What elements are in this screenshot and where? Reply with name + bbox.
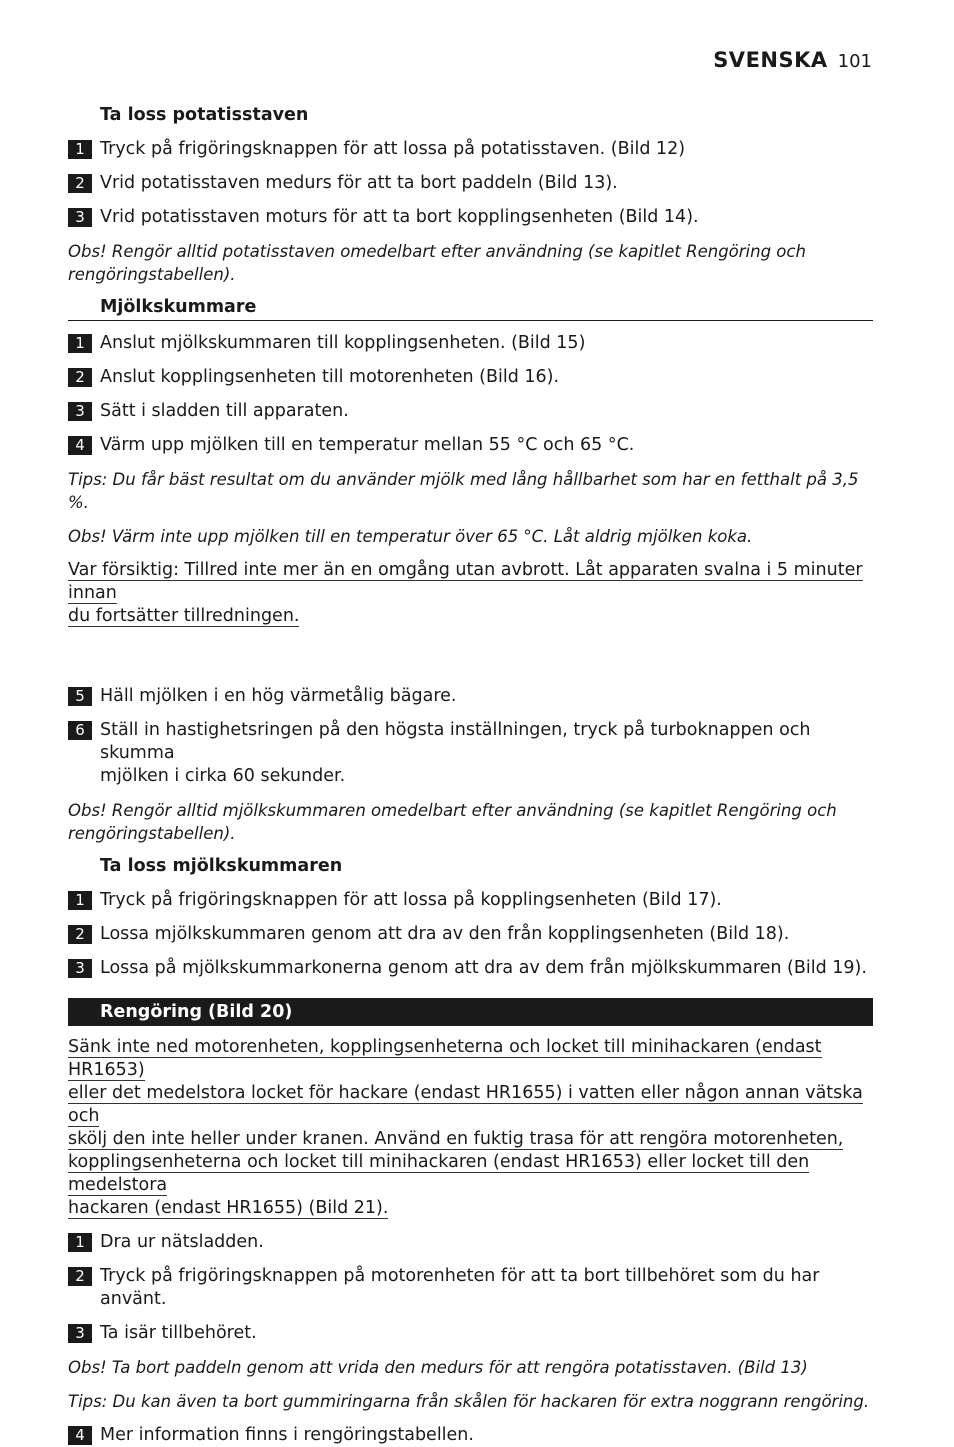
step-text: Vrid potatisstaven moturs för att ta bort kopplingsenheten (Bild 14). bbox=[100, 207, 699, 227]
step-4 bbox=[68, 434, 873, 457]
spacer bbox=[68, 628, 873, 674]
step-number: 1 bbox=[68, 334, 92, 353]
step-number: 1 bbox=[68, 891, 92, 910]
step-text: Häll mjölken i en hög värmetålig bägare. bbox=[100, 686, 457, 706]
note bbox=[68, 240, 873, 286]
step-2 bbox=[68, 366, 873, 389]
step-text: Anslut kopplingsenheten till motorenheten (Bild 16). bbox=[100, 367, 560, 387]
step-text: Sätt i sladden till apparaten. bbox=[100, 401, 349, 421]
step-text: Anslut mjölkskummaren till kopplingsenheten. (Bild 15) bbox=[100, 333, 586, 353]
page-content bbox=[68, 104, 873, 1447]
page-header bbox=[713, 48, 872, 72]
step-number: 2 bbox=[68, 368, 92, 387]
heading-ta-loss-potatisstaven: Ta loss potatisstaven bbox=[100, 105, 309, 125]
step-text: Tryck på frigöringsknappen för att lossa på potatisstaven. (Bild 12) bbox=[100, 139, 686, 159]
step-number: 2 bbox=[68, 1267, 92, 1286]
warning-line: eller det medelstora locket för hackare (endast HR1655) i vatten eller någon annan vätska och bbox=[68, 1083, 863, 1126]
step-1 bbox=[68, 332, 873, 355]
step-1 bbox=[68, 889, 873, 912]
note-line: Obs! Rengör alltid mjölkskummaren omedelbart efter användning (se kapitlet Rengöring och bbox=[68, 801, 837, 820]
note-line: rengöringstabellen). bbox=[68, 265, 236, 284]
warning-line: kopplingsenheterna och locket till minihackaren (endast HR1653) eller locket till den medelstora bbox=[68, 1152, 810, 1195]
step-2 bbox=[68, 923, 873, 946]
warning-line: Sänk inte ned motorenheten, kopplingsenheterna och locket till minihackaren (endast HR1653) bbox=[68, 1037, 822, 1080]
step-2 bbox=[68, 172, 873, 195]
step-number: 1 bbox=[68, 1233, 92, 1252]
note: Obs! Ta bort paddeln genom att vrida den medurs för att rengöra potatisstaven. (Bild 13) bbox=[68, 1358, 808, 1377]
step-1 bbox=[68, 1231, 873, 1254]
warning-line: skölj den inte heller under kranen. Använd en fuktig trasa för att rengöra motorenheten, bbox=[68, 1129, 844, 1149]
step-text-line: mjölken i cirka 60 sekunder. bbox=[100, 766, 346, 786]
step-5 bbox=[68, 685, 873, 708]
step-number: 3 bbox=[68, 959, 92, 978]
section-bar-rengoring: Rengöring (Bild 20) bbox=[68, 998, 873, 1026]
caution-warning bbox=[68, 1036, 873, 1220]
step-text: Värm upp mjölken till en temperatur mellan 55 °C och 65 °C. bbox=[100, 435, 635, 455]
step-number: 3 bbox=[68, 402, 92, 421]
step-number: 2 bbox=[68, 174, 92, 193]
step-3 bbox=[68, 400, 873, 423]
step-text: Mer information finns i rengöringstabellen. bbox=[100, 1425, 474, 1445]
step-text-line: Ställ in hastighetsringen på den högsta inställningen, tryck på turboknappen och skumma bbox=[100, 720, 811, 763]
note: Obs! Värm inte upp mjölken till en temperatur över 65 °C. Låt aldrig mjölken koka. bbox=[68, 527, 753, 546]
step-number: 3 bbox=[68, 208, 92, 227]
warning-line: Var försiktig: Tillred inte mer än en omgång utan avbrott. Låt apparaten svalna i 5 minuter innan bbox=[68, 560, 863, 603]
step-text: Tryck på frigöringsknappen på motorenheten för att ta bort tillbehöret som du har använt. bbox=[100, 1266, 820, 1309]
note-line: Obs! Rengör alltid potatisstaven omedelbart efter användning (se kapitlet Rengöring och bbox=[68, 242, 806, 261]
step-text: Ta isär tillbehöret. bbox=[100, 1323, 257, 1343]
caution-warning bbox=[68, 559, 873, 628]
step-number: 4 bbox=[68, 436, 92, 455]
step-text: Vrid potatisstaven medurs för att ta bort paddeln (Bild 13). bbox=[100, 173, 618, 193]
page-number: 101 bbox=[837, 51, 872, 72]
step-text: Tryck på frigöringsknappen för att lossa på kopplingsenheten (Bild 17). bbox=[100, 890, 722, 910]
tip: Tips: Du får bäst resultat om du använder mjölk med lång hållbarhet som har en fetthalt på 3,5 %. bbox=[68, 470, 859, 512]
step-text: Dra ur nätsladden. bbox=[100, 1232, 264, 1252]
step-3 bbox=[68, 957, 873, 980]
step-6 bbox=[68, 719, 873, 788]
step-3 bbox=[68, 206, 873, 229]
step-text: Lossa mjölkskummaren genom att dra av den från kopplingsenheten (Bild 18). bbox=[100, 924, 790, 944]
note-line: rengöringstabellen). bbox=[68, 824, 236, 843]
step-text: Lossa på mjölkskummarkonerna genom att dra av dem från mjölkskummaren (Bild 19). bbox=[100, 958, 867, 978]
step-1 bbox=[68, 138, 873, 161]
step-number: 5 bbox=[68, 687, 92, 706]
warning-line: hackaren (endast HR1655) (Bild 21). bbox=[68, 1198, 389, 1218]
step-2 bbox=[68, 1265, 873, 1311]
warning-line: du fortsätter tillredningen. bbox=[68, 606, 300, 626]
heading-ta-loss-mjolkskummaren: Ta loss mjölkskummaren bbox=[100, 856, 343, 876]
tip: Tips: Du kan även ta bort gummiringarna från skålen för hackaren för extra noggrann rengöring. bbox=[68, 1392, 870, 1411]
step-number: 1 bbox=[68, 140, 92, 159]
step-text bbox=[100, 719, 873, 788]
step-number: 3 bbox=[68, 1324, 92, 1343]
note bbox=[68, 799, 873, 845]
step-number: 2 bbox=[68, 925, 92, 944]
step-4 bbox=[68, 1424, 873, 1447]
step-3 bbox=[68, 1322, 873, 1345]
step-number: 4 bbox=[68, 1426, 92, 1445]
heading-mjolkskummare: Mjölkskummare bbox=[68, 296, 873, 321]
step-number: 6 bbox=[68, 721, 92, 740]
language-label: SVENSKA bbox=[713, 48, 828, 72]
